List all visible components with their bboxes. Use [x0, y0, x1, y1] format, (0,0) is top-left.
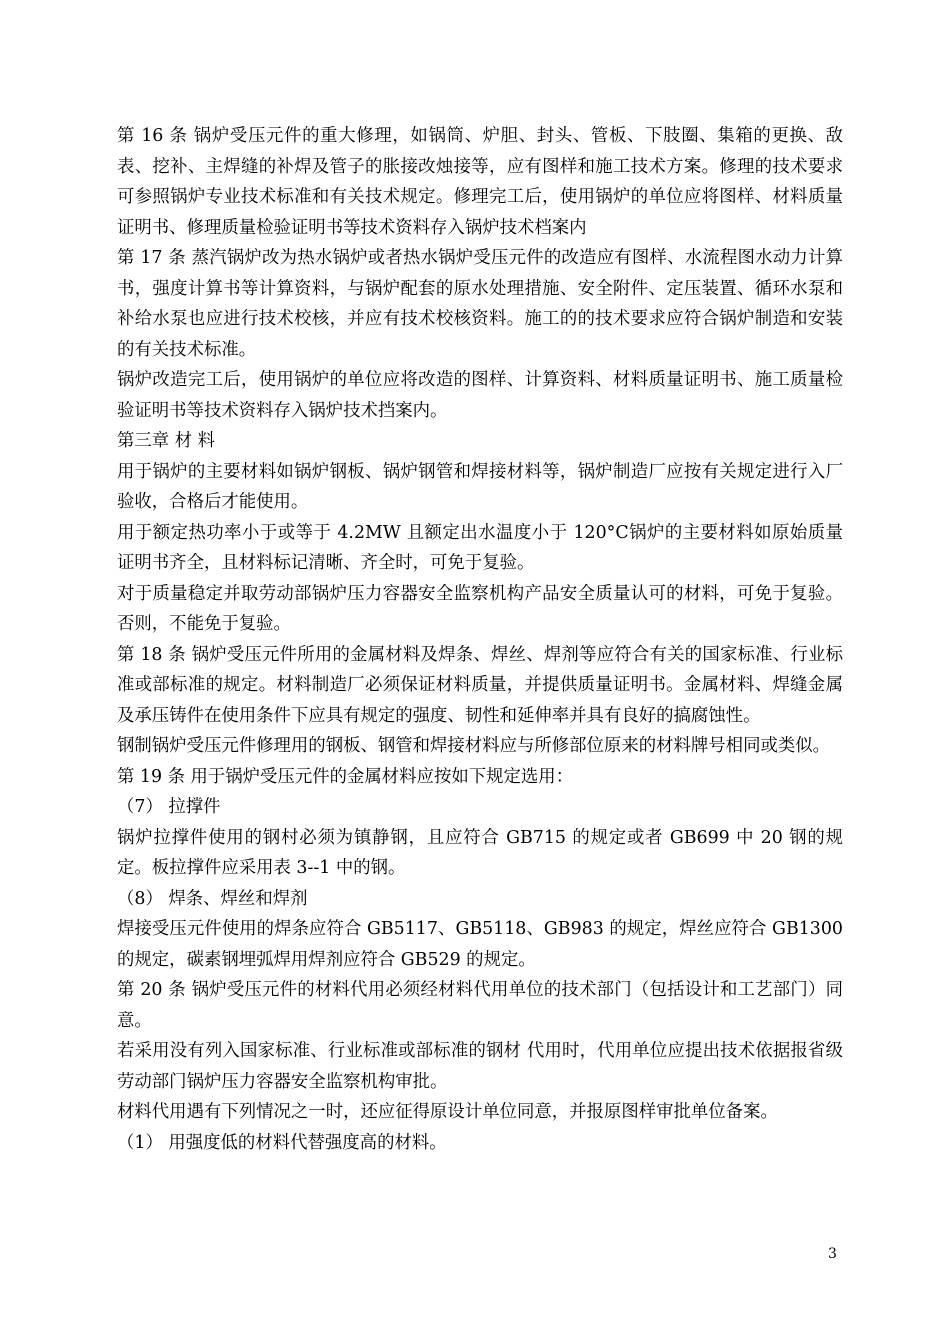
paragraph-substitution-conditions: 材料代用遇有下列情况之一时，还应征得原设计单位同意，并报原图样审批单位备案。 [117, 1102, 778, 1122]
list-item-stay-parts: （7） 拉撑件 [117, 797, 221, 817]
paragraph-article-16: 第 16 条 锅炉受压元件的重大修理，如锅筒、炉胆、封头、管板、下肢圈、集箱的更换、敌表、挖补、主焊缝的补焊及管子的胀接改烛接等，应有图样和施工技术方案。修理的技术要求可参照锅炉专业技术标准和有关技术规定。修理完工后，使用锅炉的单位应将图样、材料质量证明书、修理质量检验证明书等技术资料存入锅炉技术档案内 [117, 126, 843, 238]
paragraph-article-18: 第 18 条 锅炉受压元件所用的金属材料及焊条、焊丝、焊剂等应符合有关的国家标准、行业标准或部标准的规定。材料制造厂必须保证材料质量，并提供质量证明书。金属材料、焊缝金属及承压铸件在使用条件下应具有规定的强度、韧性和延伸率并具有良好的搞腐蚀性。 [117, 644, 843, 726]
paragraph-repair-materials: 钢制锅炉受压元件修理用的钢板、钢管和焊接材料应与所修部位原来的材料牌号相同或类似。 [117, 736, 831, 756]
paragraph-materials-acceptance: 用于锅炉的主要材料如锅炉钢板、锅炉钢管和焊接材料等，锅炉制造厂应按有关规定进行入厂验收，合格后才能使用。 [117, 461, 843, 512]
list-item-welding-consumables: （8） 焊条、焊丝和焊剂 [117, 888, 308, 909]
paragraph-stay-steel: 锅炉拉撑件使用的钢村必须为镇静钢，且应符合 GB715 的规定或者 GB699 中 20 钢的规定。板拉撑件应采用表 3--1 中的钢。 [117, 827, 843, 878]
paragraph-boiler-retrofit: 锅炉改造完工后，使用锅炉的单位应将改造的图样、计算资料、材料质量证明书、施工质量检验证明书等技术资料存入锅炉技术挡案内。 [117, 370, 843, 421]
list-item-lower-strength: （1） 用强度低的材料代替强度高的材料。 [117, 1132, 447, 1153]
paragraph-article-17: 第 17 条 蒸汽锅炉改为热水锅炉或者热水锅炉受压元件的改造应有图样、水流程图水动力计算书，强度计算书等计算资料，与锅炉配套的原水处理措施、安全附件、定压装置、循环水泵和补给水泵也应进行技术校核，并应有技术校核资料。施工的的技术要求应符合锅炉制造和安装的有关技术标准。 [117, 248, 843, 360]
paragraph-exemption-certified: 对于质量稳定并取劳动部锅炉压力容器安全监察机构产品安全质量认可的材料，可免于复验。否则，不能免于复验。 [117, 583, 843, 634]
paragraph-exemption-small-boiler: 用于额定热功率小于或等于 4.2MW 且额定出水温度小于 120°C锅炉的主要材料如原始质量证明书齐全，且材料标记清晰、齐全时，可免于复验。 [117, 522, 843, 573]
paragraph-article-19: 第 19 条 用于锅炉受压元件的金属材料应按如下规定选用： [117, 766, 574, 787]
page-number: 3 [828, 1246, 837, 1262]
page-body [117, 121, 843, 1158]
paragraph-welding-standards: 焊接受压元件使用的焊条应符合 GB5117、GB5118、GB983 的规定，焊丝应符合 GB1300 的规定，碳素钢埋弧焊用焊剂应符合 GB529 的规定。 [117, 919, 843, 970]
chapter-heading: 第三章 材 料 [117, 431, 216, 451]
paragraph-article-20: 第 20 条 锅炉受压元件的材料代用必须经材料代用单位的技术部门（包括设计和工艺部门）同意。 [117, 980, 843, 1031]
paragraph-nonstandard-steel: 若采用没有列入国家标准、行业标准或部标准的钢材 代用时，代用单位应提出技术依据报省级劳动部门锅炉压力容器安全监察机构审批。 [117, 1041, 843, 1092]
